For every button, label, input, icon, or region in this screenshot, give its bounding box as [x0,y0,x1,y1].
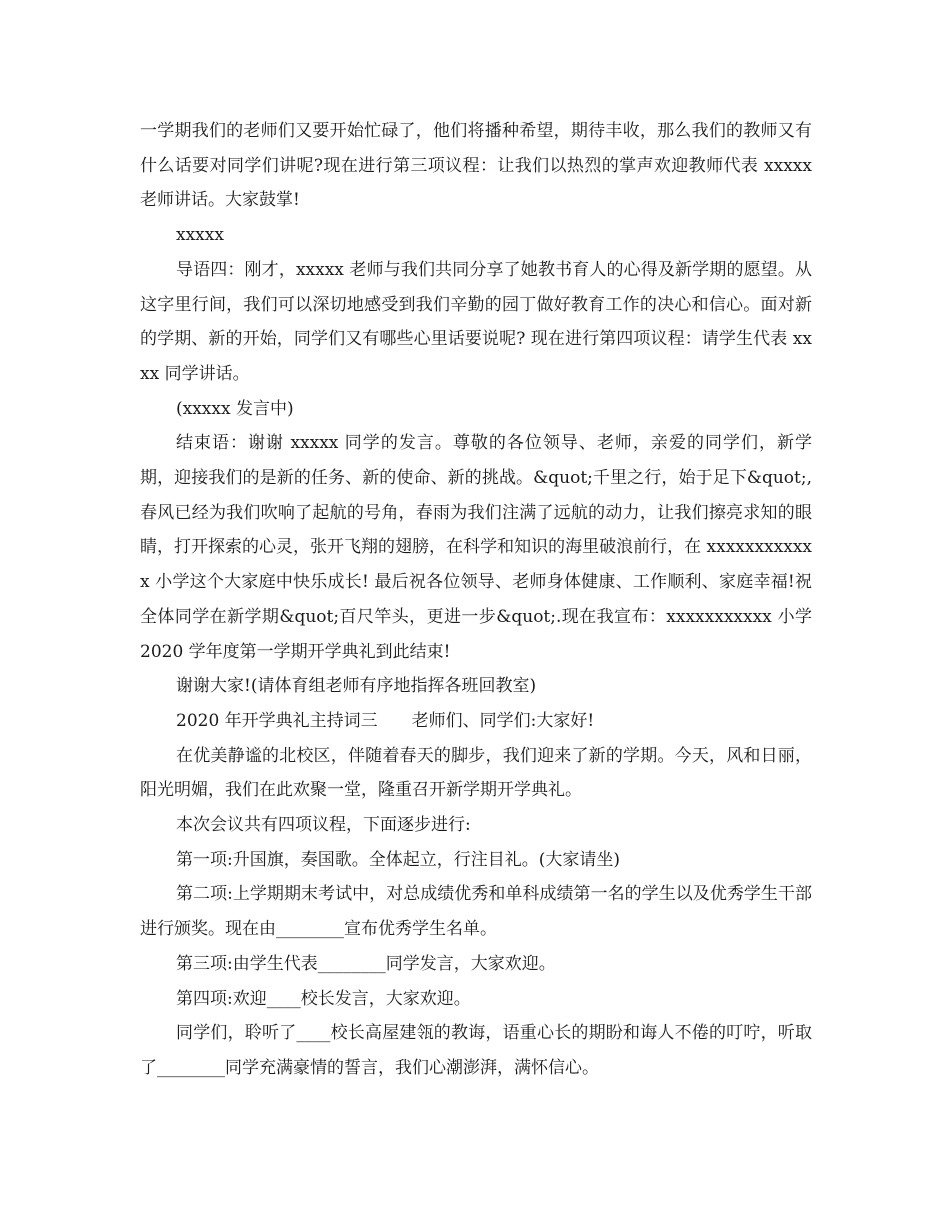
paragraph-1: 一学期我们的老师们又要开始忙碌了，他们将播种希望，期待丰收，那么我们的教师又有什么话要对同学们讲呢?现在进行第三项议程：让我们以热烈的掌声欢迎教师代表 xxxxx 老师讲话。大家鼓掌! [140,121,812,211]
paragraph-8: 在优美静谧的北校区，伴随着春天的脚步，我们迎来了新的学期。今天，风和日丽，阳光明媚，我们在此欢聚一堂，隆重召开新学期开学典礼。 [140,745,812,801]
document-body [140,114,812,1086]
paragraph-2: xxxxx [176,225,224,246]
paragraph-11: 第二项:上学期期末考试中，对总成绩优秀和单科成绩第一名的学生以及优秀学生干部进行颁奖。现在由________宣布优秀学生名单。 [140,884,812,940]
paragraph-7: 2020 年开学典礼主持词三 老师们、同学们:大家好! [176,710,595,731]
paragraph-14: 同学们，聆听了____校长高屋建瓴的教诲，语重心长的期盼和诲人不倦的叮咛，听取了________同学充满豪情的誓言，我们心潮澎湃，满怀信心。 [140,1023,812,1078]
paragraph-10: 第一项:升国旗，奏国歌。全体起立，行注目礼。(大家请坐) [176,849,620,870]
paragraph-4: (xxxxx 发言中) [176,398,294,419]
paragraph-13: 第四项:欢迎____校长发言，大家欢迎。 [176,988,471,1009]
paragraph-12: 第三项:由学生代表________同学发言，大家欢迎。 [176,953,556,974]
paragraph-3: 导语四：刚才，xxxxx 老师与我们共同分享了她教书育人的心得及新学期的愿望。从这字里行间，我们可以深切地感受到我们辛勤的园丁做好教育工作的决心和信心。面对新的学期、新的开始，同学们又有哪些心里话要说呢? 现在进行第四项议程：请学生代表 xxxx 同学讲话。 [140,259,812,384]
paragraph-5: 结束语：谢谢 xxxxx 同学的发言。尊敬的各位领导、老师，亲爱的同学们，新学期，迎接我们的是新的任务、新的使命、新的挑战。&quot;千里之行，始于足下&quot;,春风已经为我们吹响了起航的号角，春雨为我们注满了远航的动力，让我们擦亮求知的眼睛，打开探索的心灵，张开飞翔的翅膀，在科学和知识的海里破浪前行，在 xxxxxxxxxxxx 小学这个大家庭中快乐成长! 最后祝各位领导、老师身体健康、工作顺利、家庭幸福!祝全体同学在新学期&quot;百尺竿头，更进一步&quot;.现在我宣布：xxxxxxxxxxx 小学 2020 学年度第一学期开学典礼到此结束! [140,433,812,662]
paragraph-9: 本次会议共有四项议程，下面逐步进行: [176,815,471,836]
paragraph-6: 谢谢大家!(请体育组老师有序地指挥各班回教室) [176,676,537,697]
